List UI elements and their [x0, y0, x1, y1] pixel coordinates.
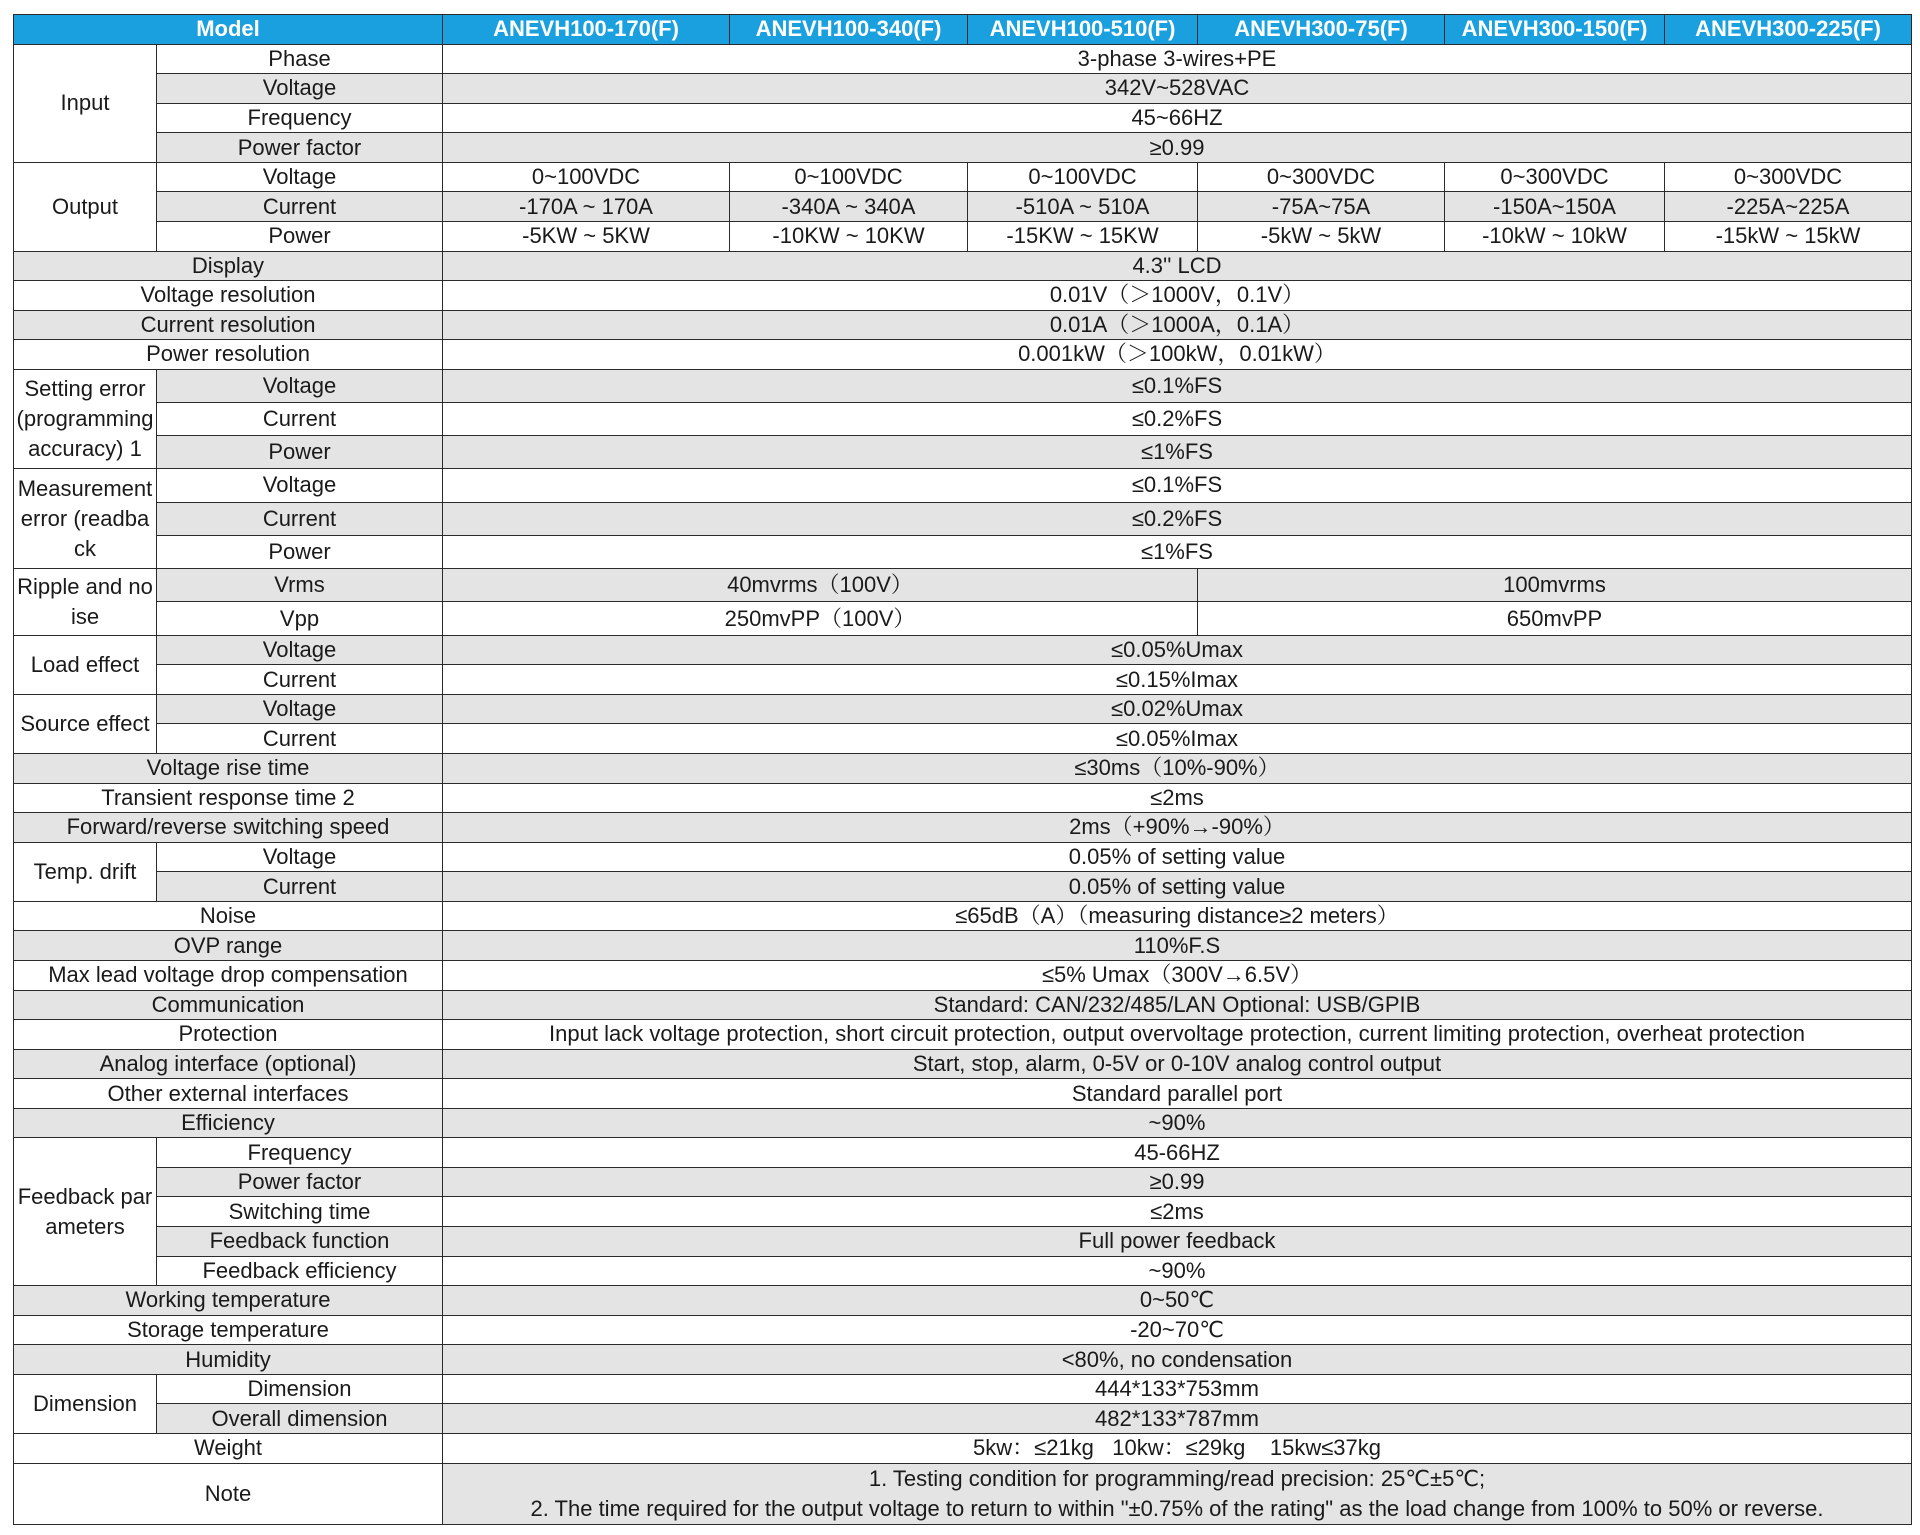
- spec-row: [14, 754, 1912, 784]
- param-label: Humidity: [14, 1345, 443, 1375]
- spec-row: [14, 281, 1912, 311]
- param-value: ≤0.2%FS: [443, 402, 1912, 435]
- spec-row: [14, 1197, 1912, 1227]
- param-value: 444*133*753mm: [443, 1374, 1912, 1404]
- model-value: 0~300VDC: [1665, 162, 1912, 192]
- param-label: Power: [157, 221, 443, 251]
- param-value: <80%, no condensation: [443, 1345, 1912, 1375]
- spec-row: [14, 635, 1912, 665]
- param-label: Working temperature: [14, 1286, 443, 1316]
- param-value: 45~66HZ: [443, 103, 1912, 133]
- param-value: ≤65dB（A）（measuring distance≥2 meters）: [443, 901, 1912, 931]
- spec-row: [14, 221, 1912, 251]
- spec-row: [14, 1345, 1912, 1375]
- model-header-cell: ANEVH100-170(F): [443, 15, 730, 45]
- param-label: Overall dimension: [157, 1404, 443, 1434]
- note-line: 2. The time required for the output voltage to return to within "±0.75% of the rating" as the load change from 100% to 50% or reverse.: [530, 1496, 1824, 1521]
- param-label: Feedback function: [157, 1227, 443, 1257]
- param-label: Voltage: [157, 162, 443, 192]
- param-value: 4.3'' LCD: [443, 251, 1912, 281]
- param-value: Standard: CAN/232/485/LAN Optional: USB/GPIB: [443, 990, 1912, 1020]
- param-value: Standard parallel port: [443, 1079, 1912, 1109]
- param-label: Voltage: [157, 842, 443, 872]
- param-value: 0.01V（＞1000V，0.1V）: [443, 281, 1912, 311]
- param-label: Transient response time 2: [14, 783, 443, 813]
- param-label: Protection: [14, 1020, 443, 1050]
- param-label: Current: [157, 724, 443, 754]
- param-value: 482*133*787mm: [443, 1404, 1912, 1434]
- model-value: 0~100VDC: [968, 162, 1198, 192]
- spec-row: [14, 783, 1912, 813]
- param-value: ≤0.1%FS: [443, 469, 1912, 502]
- spec-row: [14, 535, 1912, 568]
- note-label: Note: [14, 1464, 443, 1525]
- param-value: ~90%: [443, 1108, 1912, 1138]
- spec-row: [14, 133, 1912, 163]
- model-value: -10KW ~ 10KW: [730, 221, 968, 251]
- spec-row: [14, 602, 1912, 635]
- group-label: Feedback parameters: [14, 1138, 157, 1286]
- spec-row: [14, 369, 1912, 402]
- param-value: 40mvrms（100V）: [443, 569, 1198, 602]
- spec-row: [14, 1020, 1912, 1050]
- param-label: Other external interfaces: [14, 1079, 443, 1109]
- spec-row: [14, 402, 1912, 435]
- spec-row: [14, 1315, 1912, 1345]
- param-value: 45-66HZ: [443, 1138, 1912, 1168]
- param-value: ≤2ms: [443, 1197, 1912, 1227]
- model-header-cell: ANEVH300-75(F): [1198, 15, 1445, 45]
- param-label: Current: [157, 402, 443, 435]
- param-label: Switching time: [157, 1197, 443, 1227]
- param-label: Feedback efficiency: [157, 1256, 443, 1286]
- model-value: 0~300VDC: [1198, 162, 1445, 192]
- model-value: -5KW ~ 5KW: [443, 221, 730, 251]
- spec-row: [14, 1079, 1912, 1109]
- spec-row: [14, 1286, 1912, 1316]
- spec-row: [14, 340, 1912, 370]
- spec-row: [14, 1049, 1912, 1079]
- param-value: 0.01A（＞1000A，0.1A）: [443, 310, 1912, 340]
- group-label: Ripple and noise: [14, 569, 157, 636]
- param-label: Voltage: [157, 635, 443, 665]
- spec-row: [14, 1138, 1912, 1168]
- spec-row: [14, 813, 1912, 843]
- param-value: ~90%: [443, 1256, 1912, 1286]
- param-value: 3-phase 3-wires+PE: [443, 44, 1912, 74]
- spec-row: [14, 103, 1912, 133]
- param-label: Current resolution: [14, 310, 443, 340]
- spec-row: [14, 251, 1912, 281]
- group-label: Load effect: [14, 635, 157, 694]
- param-label: Frequency: [157, 103, 443, 133]
- model-value: -510A ~ 510A: [968, 192, 1198, 222]
- param-value: 100mvrms: [1198, 569, 1912, 602]
- param-value: 650mvPP: [1198, 602, 1912, 635]
- param-value: ≤0.1%FS: [443, 369, 1912, 402]
- param-label: Current: [157, 192, 443, 222]
- spec-row: [14, 74, 1912, 104]
- note-text: [443, 1464, 1912, 1525]
- group-label: Source effect: [14, 694, 157, 753]
- spec-row: [14, 436, 1912, 469]
- param-label: Efficiency: [14, 1108, 443, 1138]
- model-value: -340A ~ 340A: [730, 192, 968, 222]
- param-label: Power: [157, 436, 443, 469]
- param-label: Dimension: [157, 1374, 443, 1404]
- group-label: Output: [14, 162, 157, 251]
- model-value: -15kW ~ 15kW: [1665, 221, 1912, 251]
- spec-row: [14, 990, 1912, 1020]
- model-value: -225A~225A: [1665, 192, 1912, 222]
- param-value: ≤5% Umax（300V→6.5V）: [443, 960, 1912, 990]
- param-label: Communication: [14, 990, 443, 1020]
- model-header-cell: ANEVH300-225(F): [1665, 15, 1912, 45]
- param-value: ≤30ms（10%-90%）: [443, 754, 1912, 784]
- param-label: Forward/reverse switching speed: [14, 813, 443, 843]
- param-value: 250mvPP（100V）: [443, 602, 1198, 635]
- param-label: Voltage: [157, 694, 443, 724]
- param-label: Voltage: [157, 369, 443, 402]
- param-label: Power factor: [157, 133, 443, 163]
- param-label: Phase: [157, 44, 443, 74]
- param-value: 5kw：≤21kg 10kw：≤29kg 15kw≤37kg: [443, 1433, 1912, 1463]
- param-label: Current: [157, 665, 443, 695]
- param-label: Voltage: [157, 74, 443, 104]
- spec-row: [14, 842, 1912, 872]
- param-label: Storage temperature: [14, 1315, 443, 1345]
- param-value: -20~70℃: [443, 1315, 1912, 1345]
- param-value: Full power feedback: [443, 1227, 1912, 1257]
- group-label: Input: [14, 44, 157, 162]
- param-value: Input lack voltage protection, short circuit protection, output overvoltage protection, current limiting protection, overheat protection: [443, 1020, 1912, 1050]
- param-value: 0.05% of setting value: [443, 842, 1912, 872]
- model-value: 0~100VDC: [443, 162, 730, 192]
- param-value: ≥0.99: [443, 1167, 1912, 1197]
- param-value: ≤1%FS: [443, 436, 1912, 469]
- param-value: ≥0.99: [443, 133, 1912, 163]
- spec-row: [14, 724, 1912, 754]
- spec-row: [14, 162, 1912, 192]
- param-label: Current: [157, 872, 443, 902]
- model-header: Model: [14, 15, 443, 45]
- param-value: ≤2ms: [443, 783, 1912, 813]
- group-label: Setting error (programming accuracy) 1: [14, 369, 157, 469]
- spec-row: [14, 44, 1912, 74]
- param-label: Analog interface (optional): [14, 1049, 443, 1079]
- spec-row: [14, 1167, 1912, 1197]
- group-label: Temp. drift: [14, 842, 157, 901]
- spec-row: [14, 192, 1912, 222]
- model-value: -170A ~ 170A: [443, 192, 730, 222]
- spec-row: [14, 694, 1912, 724]
- group-label: Dimension: [14, 1374, 157, 1433]
- param-value: 0.001kW（＞100kW，0.01kW）: [443, 340, 1912, 370]
- model-header-cell: ANEVH300-150(F): [1445, 15, 1665, 45]
- param-label: Noise: [14, 901, 443, 931]
- param-label: Current: [157, 502, 443, 535]
- spec-row: [14, 931, 1912, 961]
- note-line: 1. Testing condition for programming/read precision: 25℃±5℃;: [868, 1466, 1486, 1491]
- model-header-cell: ANEVH100-340(F): [730, 15, 968, 45]
- param-label: OVP range: [14, 931, 443, 961]
- spec-table: [13, 14, 1912, 1525]
- model-value: -75A~75A: [1198, 192, 1445, 222]
- param-value: ≤0.15%Imax: [443, 665, 1912, 695]
- model-value: -15KW ~ 15KW: [968, 221, 1198, 251]
- param-value: ≤0.05%Umax: [443, 635, 1912, 665]
- param-label: Power resolution: [14, 340, 443, 370]
- group-label: Measurement error (readback: [14, 469, 157, 569]
- spec-row: [14, 960, 1912, 990]
- param-value: ≤0.05%Imax: [443, 724, 1912, 754]
- model-value: -5kW ~ 5kW: [1198, 221, 1445, 251]
- param-value: 0~50℃: [443, 1286, 1912, 1316]
- param-value: 342V~528VAC: [443, 74, 1912, 104]
- spec-row: [14, 569, 1912, 602]
- spec-row: [14, 1374, 1912, 1404]
- param-value: ≤0.2%FS: [443, 502, 1912, 535]
- param-label: Voltage resolution: [14, 281, 443, 311]
- param-value: 2ms（+90%→-90%）: [443, 813, 1912, 843]
- spec-row: [14, 310, 1912, 340]
- spec-row: [14, 1108, 1912, 1138]
- spec-row: [14, 1256, 1912, 1286]
- model-value: -10kW ~ 10kW: [1445, 221, 1665, 251]
- note-row: [14, 1464, 1912, 1525]
- param-value: Start, stop, alarm, 0-5V or 0-10V analog control output: [443, 1049, 1912, 1079]
- param-label: Voltage: [157, 469, 443, 502]
- param-label: Voltage rise time: [14, 754, 443, 784]
- model-header-cell: ANEVH100-510(F): [968, 15, 1198, 45]
- param-value: ≤1%FS: [443, 535, 1912, 568]
- param-label: Display: [14, 251, 443, 281]
- param-value: 110%F.S: [443, 931, 1912, 961]
- spec-row: [14, 901, 1912, 931]
- header-row: [14, 15, 1912, 45]
- param-label: Power factor: [157, 1167, 443, 1197]
- param-label: Vrms: [157, 569, 443, 602]
- param-value: 0.05% of setting value: [443, 872, 1912, 902]
- spec-row: [14, 1227, 1912, 1257]
- spec-row: [14, 1433, 1912, 1463]
- model-value: -150A~150A: [1445, 192, 1665, 222]
- spec-row: [14, 1404, 1912, 1434]
- model-value: 0~300VDC: [1445, 162, 1665, 192]
- param-label: Power: [157, 535, 443, 568]
- param-label: Weight: [14, 1433, 443, 1463]
- param-label: Vpp: [157, 602, 443, 635]
- param-value: ≤0.02%Umax: [443, 694, 1912, 724]
- model-value: 0~100VDC: [730, 162, 968, 192]
- spec-row: [14, 469, 1912, 502]
- spec-row: [14, 665, 1912, 695]
- spec-row: [14, 872, 1912, 902]
- param-label: Max lead voltage drop compensation: [14, 960, 443, 990]
- spec-row: [14, 502, 1912, 535]
- param-label: Frequency: [157, 1138, 443, 1168]
